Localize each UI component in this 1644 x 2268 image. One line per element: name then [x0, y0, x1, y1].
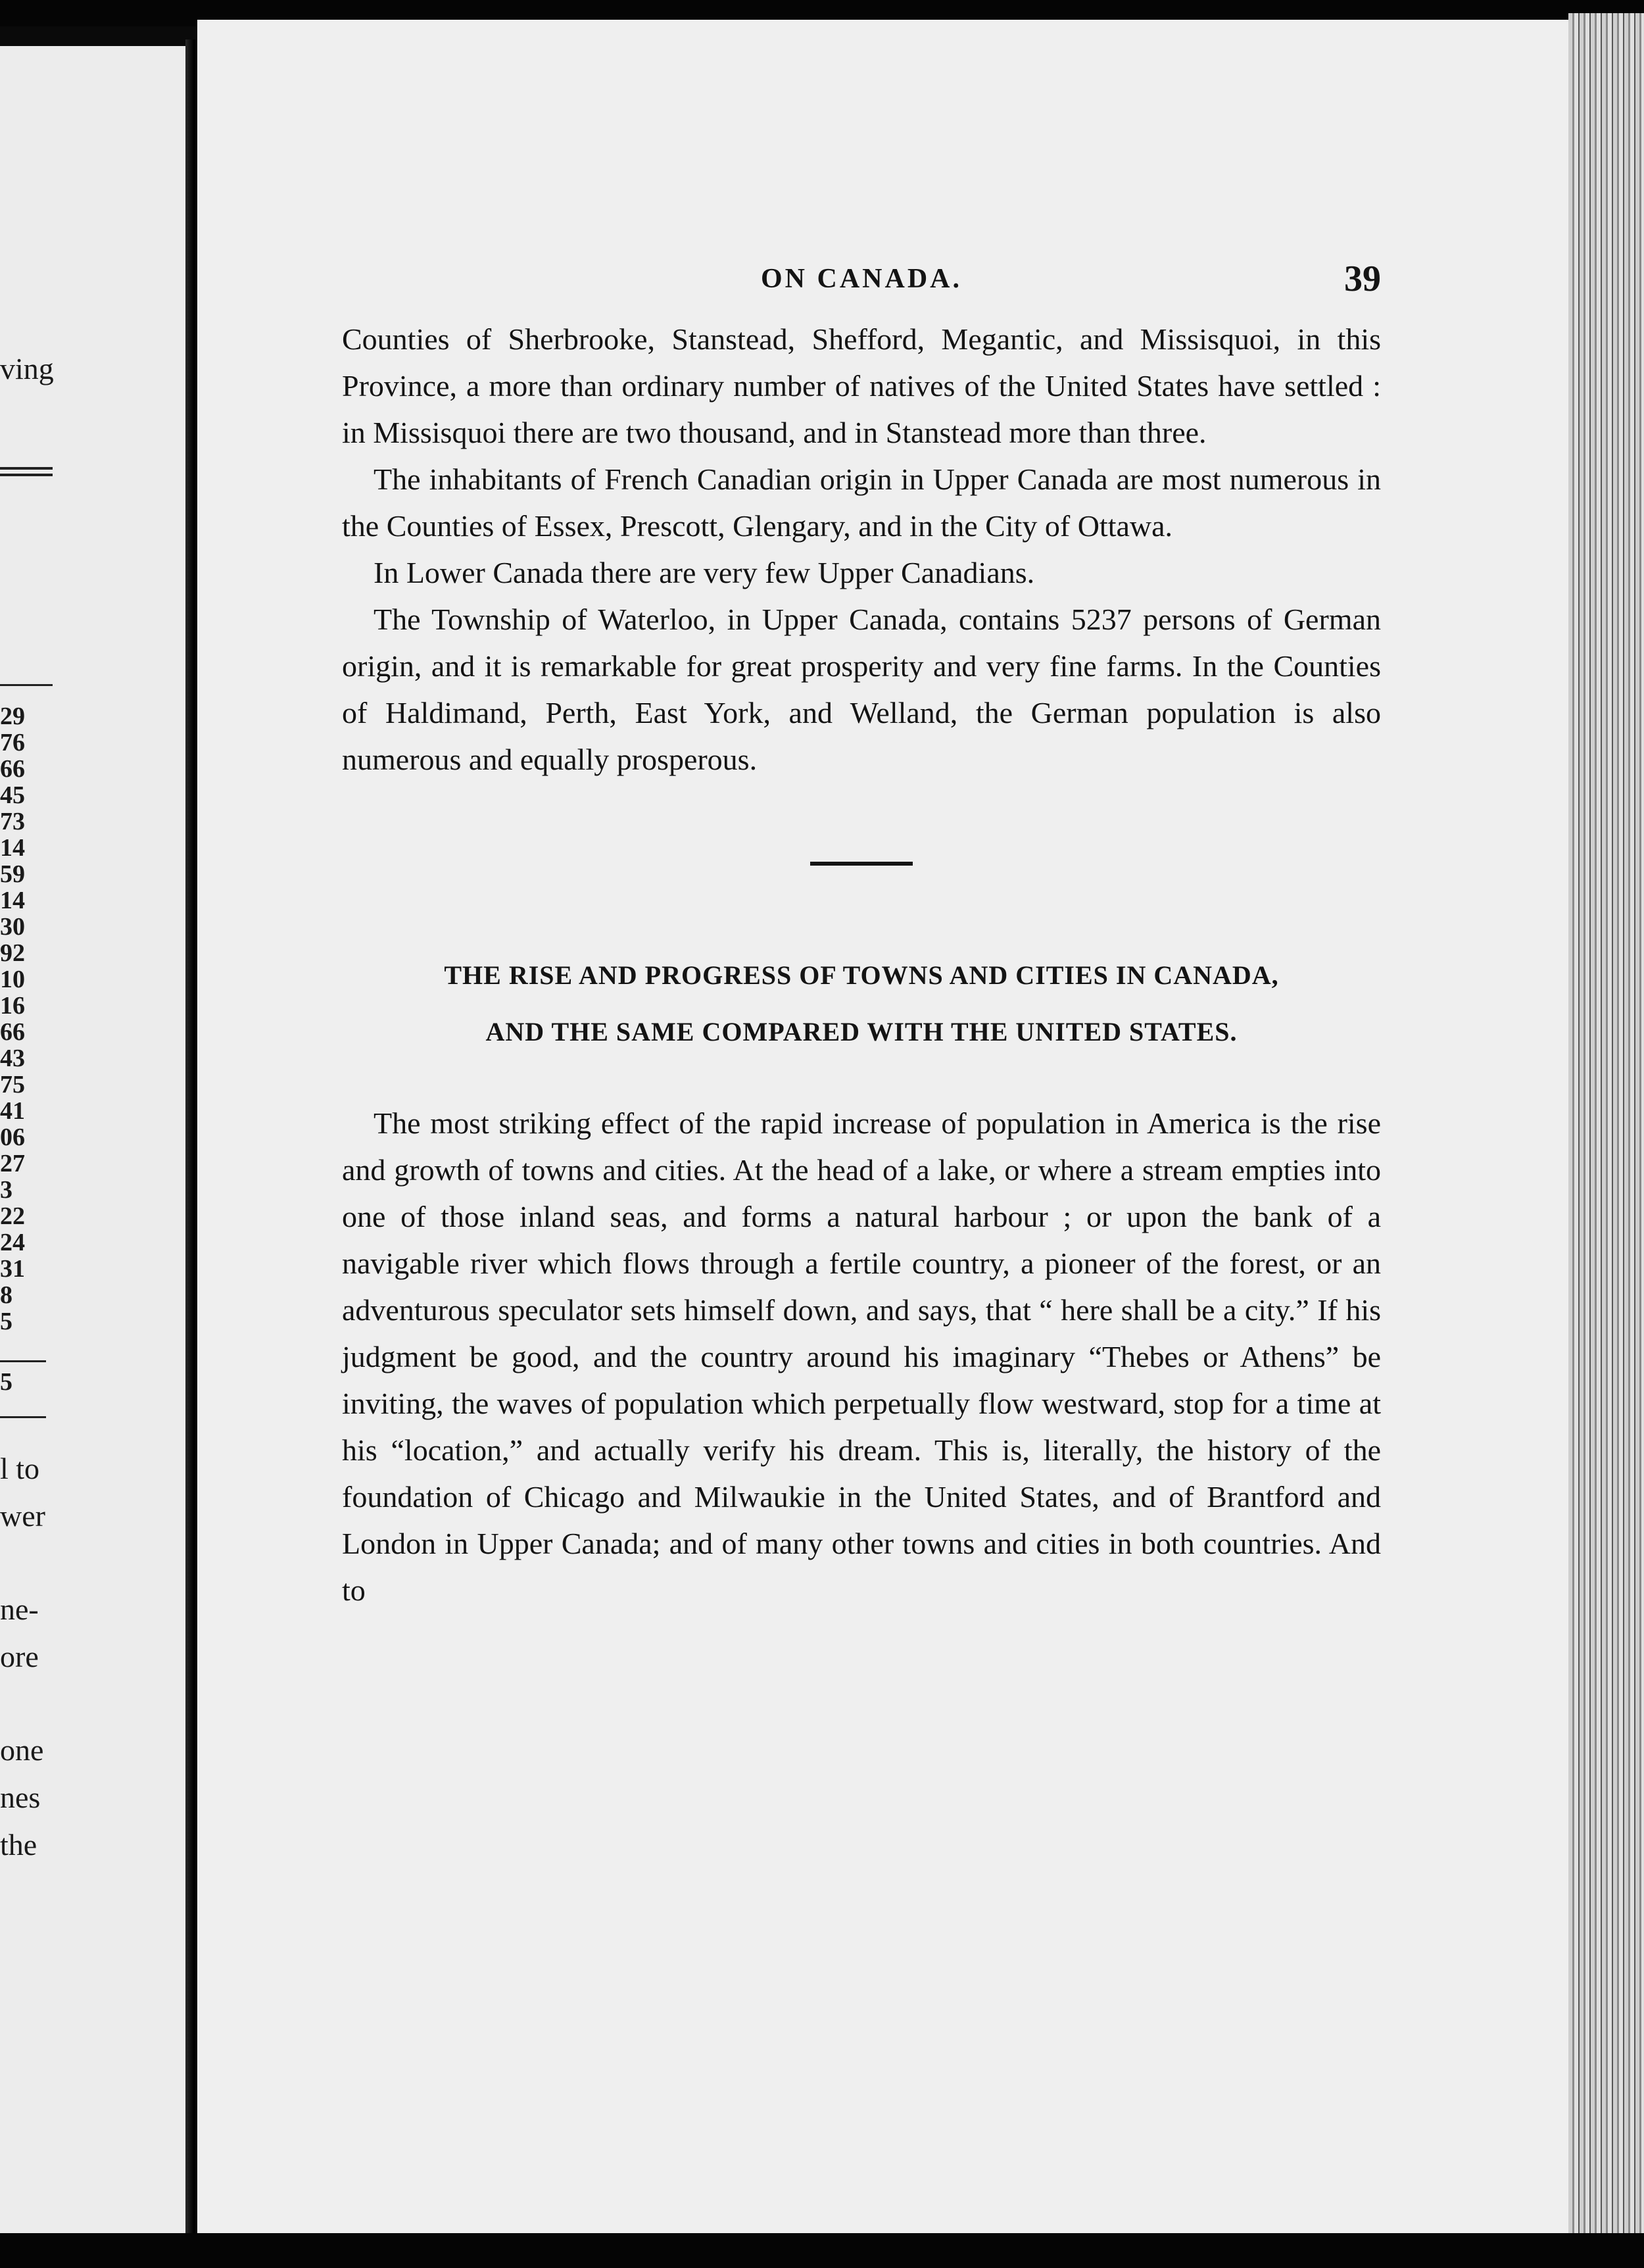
left-fragment-word: ne-: [0, 1592, 39, 1626]
left-fragment-number: 66: [0, 1018, 25, 1046]
left-fragment-number: 29: [0, 703, 25, 730]
left-fragment-number: 22: [0, 1202, 25, 1230]
left-total-rule: [0, 1416, 46, 1418]
left-fragment-word: the: [0, 1828, 37, 1861]
left-fragment-number: 27: [0, 1150, 25, 1177]
left-fragment-number: 14: [0, 834, 25, 862]
running-header: [342, 259, 1381, 316]
left-fragment-word: l to: [0, 1452, 40, 1485]
left-total-rule: [0, 1360, 46, 1362]
left-fragment-number: 30: [0, 913, 25, 941]
left-fragment-number: 14: [0, 887, 25, 914]
left-fragment-word: ving: [0, 352, 54, 385]
left-fragment-number: 59: [0, 860, 25, 888]
left-fragment-total: 5: [0, 1368, 12, 1396]
left-fragment-number: 45: [0, 781, 25, 809]
left-fragment-number: 24: [0, 1229, 25, 1256]
running-title: ON CANADA.: [761, 264, 962, 294]
paragraph: The Township of Waterloo, in Upper Canada, contains 5237 persons of German origin, and it is remarkable for great prosperity and very fine farms. In the Counties of Haldimand, Perth, East York, and Welland, the German population is also numerous and equally prosperous.: [342, 603, 1381, 776]
left-double-rule: [0, 467, 53, 470]
section-heading-line1: THE RISE AND PROGRESS OF TOWNS AND CITIES IN CANADA,: [444, 960, 1279, 990]
left-fragment-number: 5: [0, 1308, 12, 1335]
paragraph: Counties of Sherbrooke, Stanstead, Shefford, Megantic, and Missisquoi, in this Province, a more than ordinary number of natives of the United States have settled : in Missisquoi there are two thousand, and in Stanstead more than three.: [342, 322, 1381, 449]
left-fragment-number: 76: [0, 729, 25, 756]
left-fragment-number: 8: [0, 1281, 12, 1309]
facing-page-left: [0, 46, 197, 2236]
left-fragment-number: 06: [0, 1123, 25, 1151]
paragraph: In Lower Canada there are very few Upper Canadians.: [374, 556, 1035, 589]
page-content: [342, 259, 1381, 1614]
left-fragment-word: nes: [0, 1781, 41, 1814]
left-fragment-number: 75: [0, 1071, 25, 1098]
left-fragment-word: ore: [0, 1640, 39, 1673]
left-fragment-number: 66: [0, 755, 25, 783]
heading-spacer: [342, 1060, 1381, 1100]
left-fragment-number: 92: [0, 939, 25, 967]
section-rule: [810, 862, 913, 866]
book-page: [197, 20, 1578, 2236]
left-fragment-number: 31: [0, 1255, 25, 1283]
left-fragment-number: 73: [0, 808, 25, 835]
page-number: 39: [1344, 259, 1381, 299]
paragraph: The most striking effect of the rapid increase of population in America is the rise and growth of towns and cities. At the head of a lake, or where a stream empties into one of those inland seas, and forms a natural harbour ; or upon the bank of a navigable river which flows through a fertile country, a pioneer of the forest, or an adventurous speculator sets himself down, and says, that “ here shall be a city.” If his judgment be good, and the country around his imaginary “Thebes or Athens” be inviting, the waves of population which perpetually flow westward, stop for a time at his “location,” and actually verify his dream. This is, literally, the history of the foundation of Chicago and Milwaukie in the United States, and of Brantford and London in Upper Canada; and of many other towns and cities in both countries. And to: [342, 1106, 1381, 1607]
left-fragment-word: one: [0, 1733, 44, 1767]
left-fragment-number: 16: [0, 992, 25, 1020]
left-fragment-number: 43: [0, 1045, 25, 1072]
section-heading-line2: AND THE SAME COMPARED WITH THE UNITED STATES.: [485, 1017, 1238, 1047]
section-divider: [342, 783, 1381, 947]
left-table-rule: [0, 684, 53, 686]
page-stack-edge: [1568, 13, 1644, 2236]
left-fragment-number: 41: [0, 1097, 25, 1125]
left-fragment-number: 10: [0, 966, 25, 993]
left-double-rule: [0, 474, 53, 476]
paragraph: The inhabitants of French Canadian origin in Upper Canada are most numerous in the Counties of Essex, Prescott, Glengary, and in the City of Ottawa.: [342, 462, 1381, 543]
scanner-bottom-border: [0, 2233, 1644, 2268]
left-fragment-word: wer: [0, 1499, 45, 1533]
left-fragment-number: 3: [0, 1176, 12, 1204]
